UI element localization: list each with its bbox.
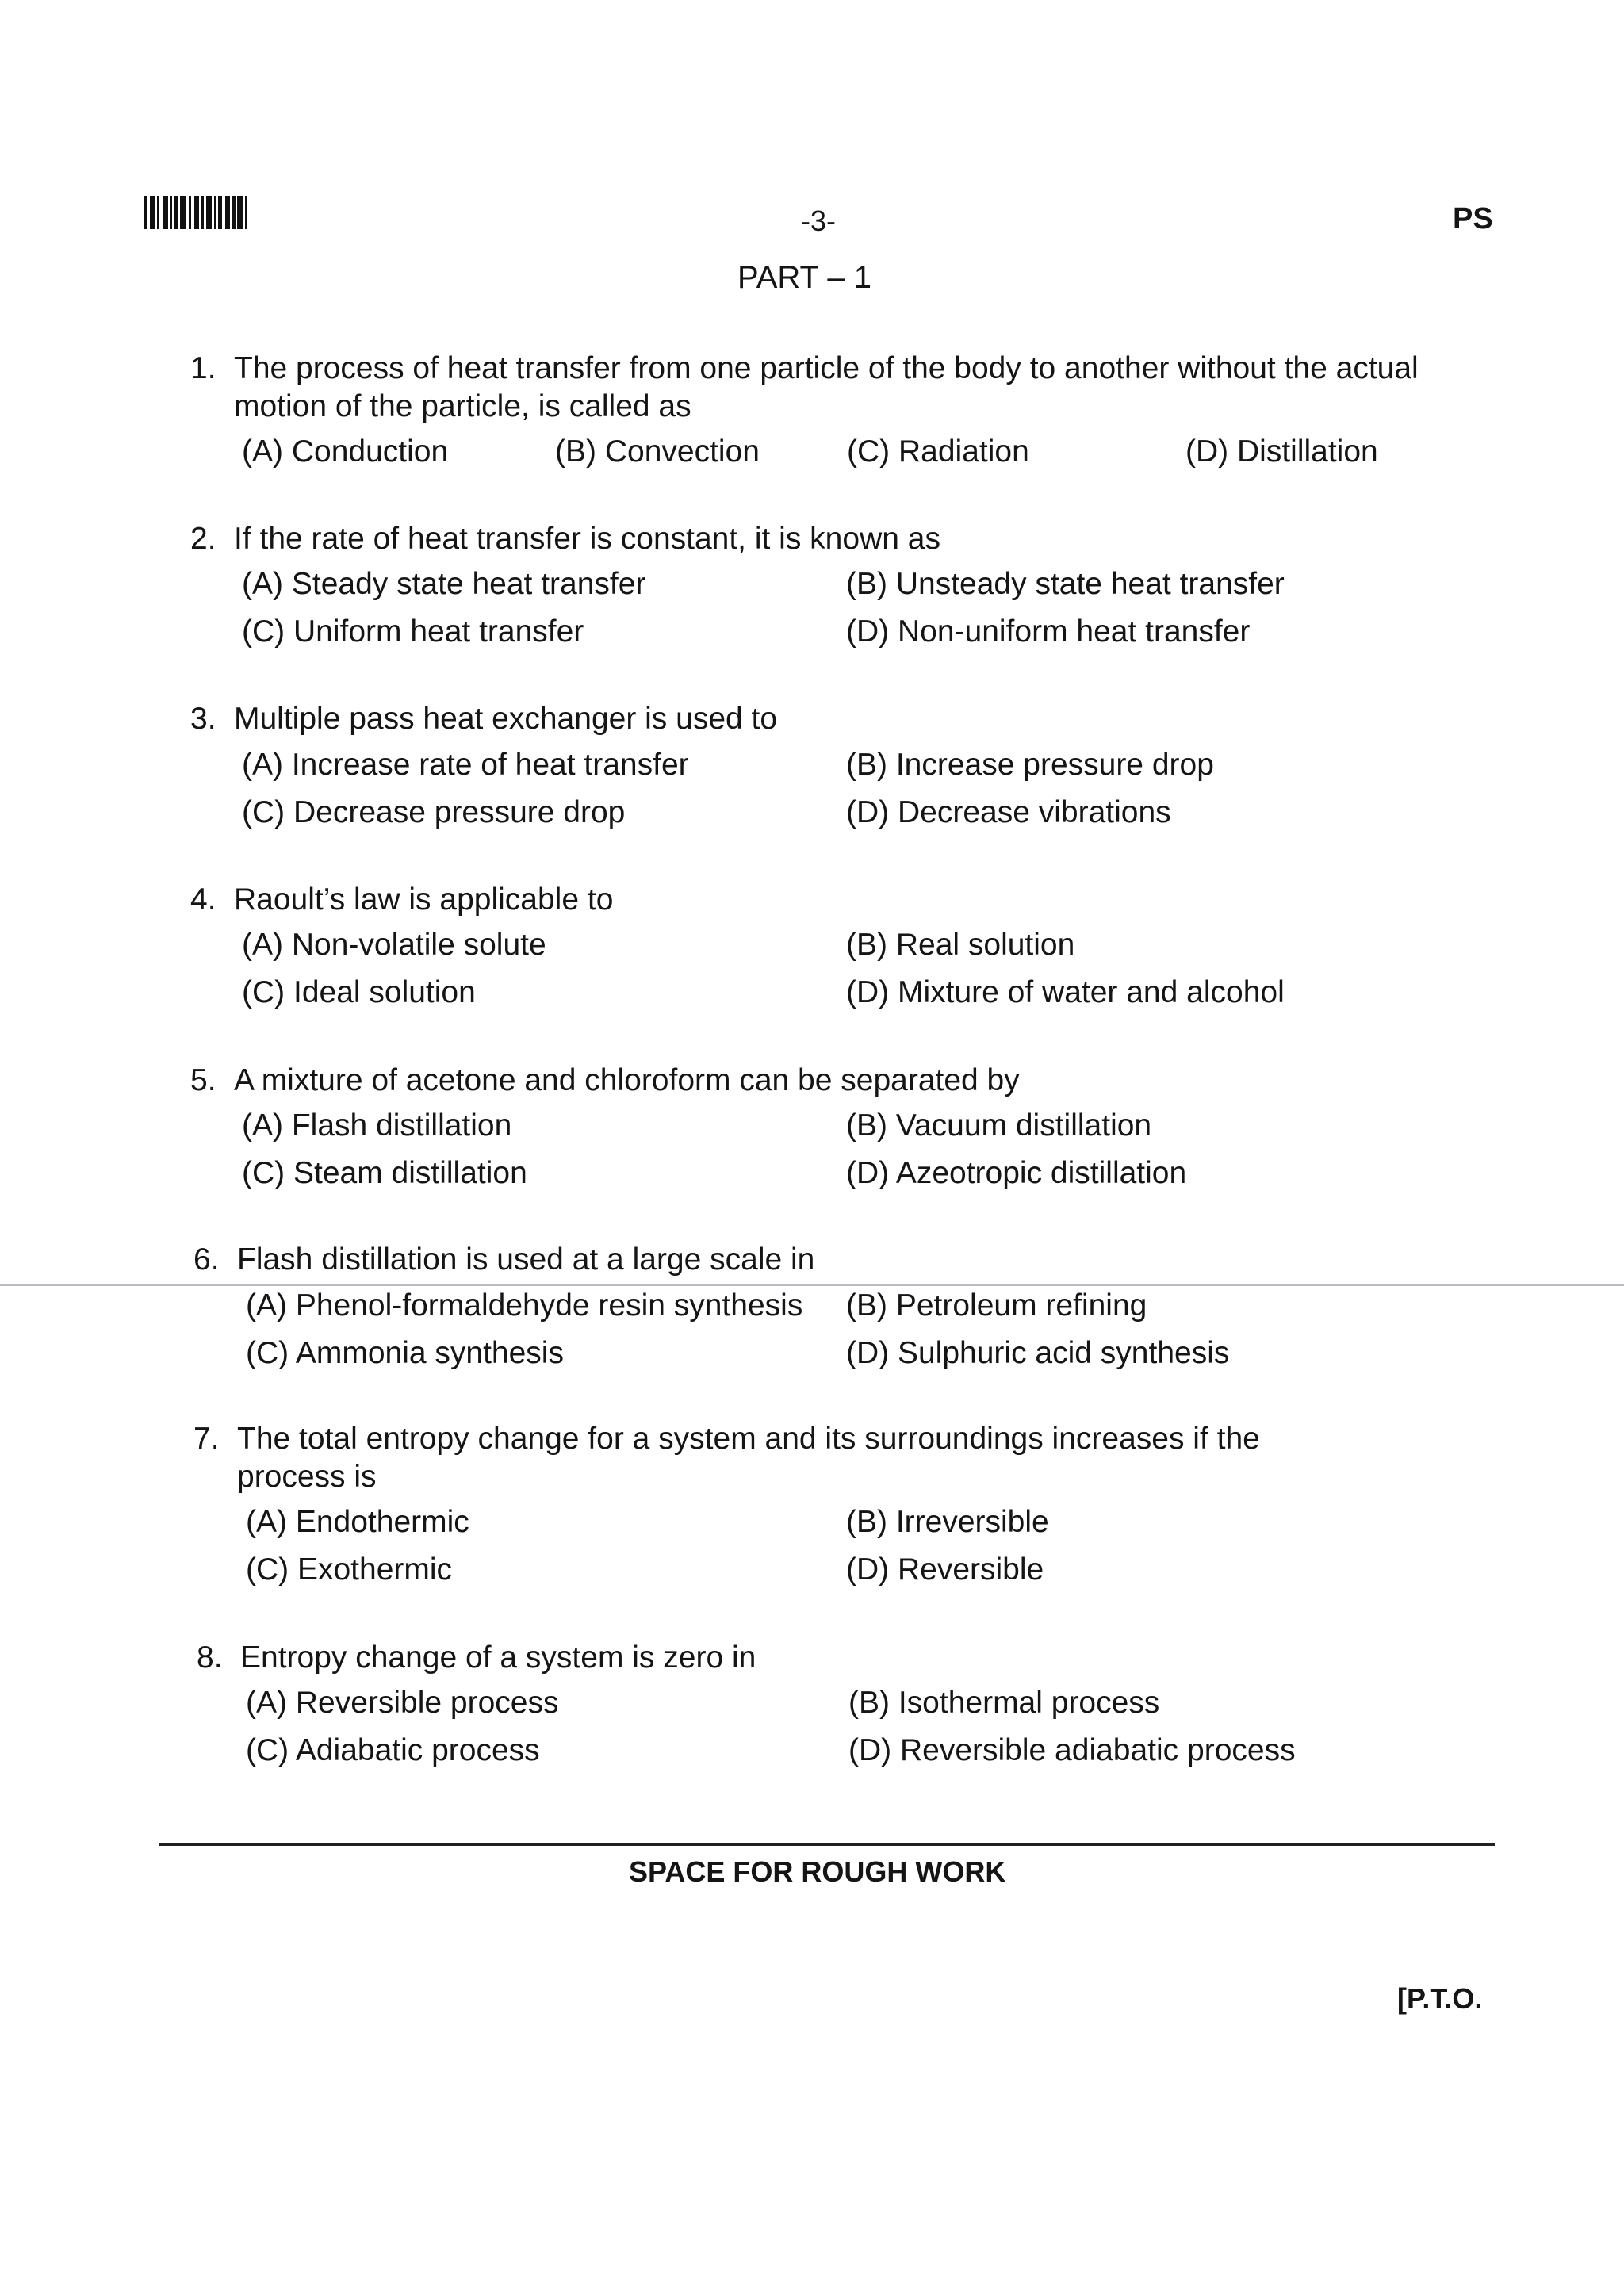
option	[242, 748, 689, 783]
option-text: Ideal solution	[293, 975, 476, 1009]
option-text: Real solution	[895, 928, 1075, 962]
option-label: (C)	[242, 795, 285, 829]
option	[846, 1156, 1186, 1191]
option-text: Exothermic	[297, 1552, 453, 1587]
option-label: (A)	[242, 567, 283, 601]
option-text: Radiation	[898, 435, 1029, 469]
option-text: Decrease pressure drop	[293, 795, 626, 829]
option	[555, 435, 760, 469]
option	[846, 1336, 1229, 1371]
option-label: (C)	[246, 1552, 289, 1587]
option	[846, 795, 1171, 830]
option-text: Irreversible	[895, 1505, 1049, 1539]
question-text: motion of the particle, is called as	[234, 389, 691, 423]
question-number: 2.	[190, 522, 216, 556]
option-text: Reversible adiabatic process	[899, 1733, 1296, 1767]
question-text: A mixture of acetone and chloroform can be separated by	[234, 1063, 1020, 1097]
option	[242, 795, 625, 830]
option	[846, 614, 1250, 649]
question-number: 8.	[197, 1640, 223, 1675]
option-text: Flash distillation	[291, 1108, 512, 1143]
option-text: Steady state heat transfer	[291, 567, 646, 601]
question-number: 4.	[190, 882, 216, 917]
option-text: Increase rate of heat transfer	[291, 748, 689, 782]
option	[242, 567, 645, 602]
option-text: Unsteady state heat transfer	[895, 567, 1285, 601]
option	[242, 435, 448, 469]
option-label: (D)	[1185, 435, 1229, 469]
option-label: (B)	[846, 1108, 887, 1143]
question-text: The total entropy change for a system and its surroundings increases if the	[237, 1422, 1260, 1456]
option-label: (C)	[242, 614, 285, 649]
option-label: (B)	[846, 928, 887, 962]
question-text: Multiple pass heat exchanger is used to	[234, 702, 778, 736]
page-number: -3-	[801, 205, 836, 237]
option-text: Steam distillation	[293, 1156, 527, 1190]
option	[246, 1733, 540, 1768]
option-label: (B)	[846, 567, 887, 601]
option	[846, 928, 1074, 963]
option-label: (C)	[246, 1733, 289, 1767]
option-text: Convection	[604, 435, 760, 469]
option-text: Uniform heat transfer	[293, 614, 584, 649]
question-number: 3.	[190, 702, 216, 736]
option-label: (D)	[846, 795, 890, 829]
option-label: (A)	[242, 748, 283, 782]
question-text: Flash distillation is used at a large scale in	[237, 1242, 815, 1277]
option	[242, 614, 584, 649]
option-label: (C)	[847, 435, 891, 469]
option	[848, 1733, 1296, 1768]
option-label: (B)	[555, 435, 596, 469]
option	[246, 1552, 452, 1587]
option-label: (B)	[846, 748, 887, 782]
option	[242, 928, 546, 963]
option	[242, 975, 476, 1010]
option-label: (D)	[846, 1552, 890, 1587]
option-text: Vacuum distillation	[895, 1108, 1152, 1143]
option-text: Conduction	[291, 435, 449, 469]
option	[1185, 435, 1378, 469]
option-text: Azeotropic distillation	[895, 1156, 1187, 1190]
part-title: PART – 1	[737, 260, 871, 295]
option-text: Endothermic	[295, 1505, 469, 1539]
option-text: Phenol-formaldehyde resin synthesis	[295, 1288, 803, 1323]
option-label: (D)	[846, 975, 890, 1009]
option-text: Reversible	[897, 1552, 1044, 1587]
paper-code: PS	[1453, 202, 1493, 235]
option	[847, 435, 1029, 469]
option	[846, 975, 1285, 1010]
option-label: (C)	[242, 975, 285, 1009]
question-text: The process of heat transfer from one particle of the body to another without the actual	[234, 351, 1419, 385]
option	[242, 1156, 527, 1191]
question-text: Entropy change of a system is zero in	[240, 1640, 756, 1675]
option-text: Increase pressure drop	[895, 748, 1214, 782]
option-text: Sulphuric acid synthesis	[897, 1336, 1230, 1370]
option	[246, 1505, 469, 1540]
question-number: 1.	[190, 351, 216, 385]
option	[846, 748, 1214, 783]
option-label: (A)	[242, 435, 283, 469]
option-label: (B)	[846, 1288, 887, 1323]
option-label: (D)	[848, 1733, 892, 1767]
option-label: (C)	[246, 1336, 289, 1370]
option-label: (D)	[846, 1156, 890, 1190]
option-text: Isothermal process	[898, 1686, 1160, 1720]
option-label: (D)	[846, 1336, 890, 1370]
option	[246, 1686, 558, 1721]
option	[846, 1505, 1049, 1540]
option-label: (A)	[246, 1288, 287, 1323]
divider	[159, 1843, 1495, 1846]
option	[846, 567, 1285, 602]
option	[246, 1336, 564, 1371]
option	[846, 1552, 1044, 1587]
option-label: (A)	[246, 1686, 287, 1720]
option-text: Decrease vibrations	[897, 795, 1171, 829]
pto-note: [P.T.O.	[1397, 1982, 1483, 2015]
option	[846, 1108, 1151, 1143]
option-text: Adiabatic process	[295, 1733, 540, 1767]
option-label: (A)	[246, 1505, 287, 1539]
option-text: Petroleum refining	[895, 1288, 1147, 1323]
option-label: (D)	[846, 614, 890, 649]
option	[846, 1288, 1147, 1323]
option-label: (C)	[242, 1156, 285, 1190]
question-number: 6.	[193, 1242, 220, 1277]
option-text: Distillation	[1236, 435, 1378, 469]
question-text: Raoult’s law is applicable to	[234, 882, 614, 917]
option	[246, 1288, 802, 1323]
rough-work-heading: SPACE FOR ROUGH WORK	[629, 1855, 1006, 1888]
question-number: 5.	[190, 1063, 216, 1097]
question-text: process is	[237, 1460, 377, 1494]
option-text: Non-uniform heat transfer	[897, 614, 1251, 649]
option-text: Ammonia synthesis	[295, 1336, 564, 1370]
option	[242, 1108, 511, 1143]
option-text: Non-volatile solute	[291, 928, 546, 962]
scan-artifact-line	[0, 1284, 1624, 1286]
question-text: If the rate of heat transfer is constant, it is known as	[234, 522, 940, 556]
question-number: 7.	[193, 1422, 220, 1456]
option-text: Mixture of water and alcohol	[897, 975, 1285, 1009]
option-label: (A)	[242, 1108, 283, 1143]
option-label: (B)	[848, 1686, 890, 1720]
barcode	[144, 196, 263, 229]
option	[848, 1686, 1159, 1721]
option-label: (A)	[242, 928, 283, 962]
option-label: (B)	[846, 1505, 887, 1539]
option-text: Reversible process	[295, 1686, 559, 1720]
